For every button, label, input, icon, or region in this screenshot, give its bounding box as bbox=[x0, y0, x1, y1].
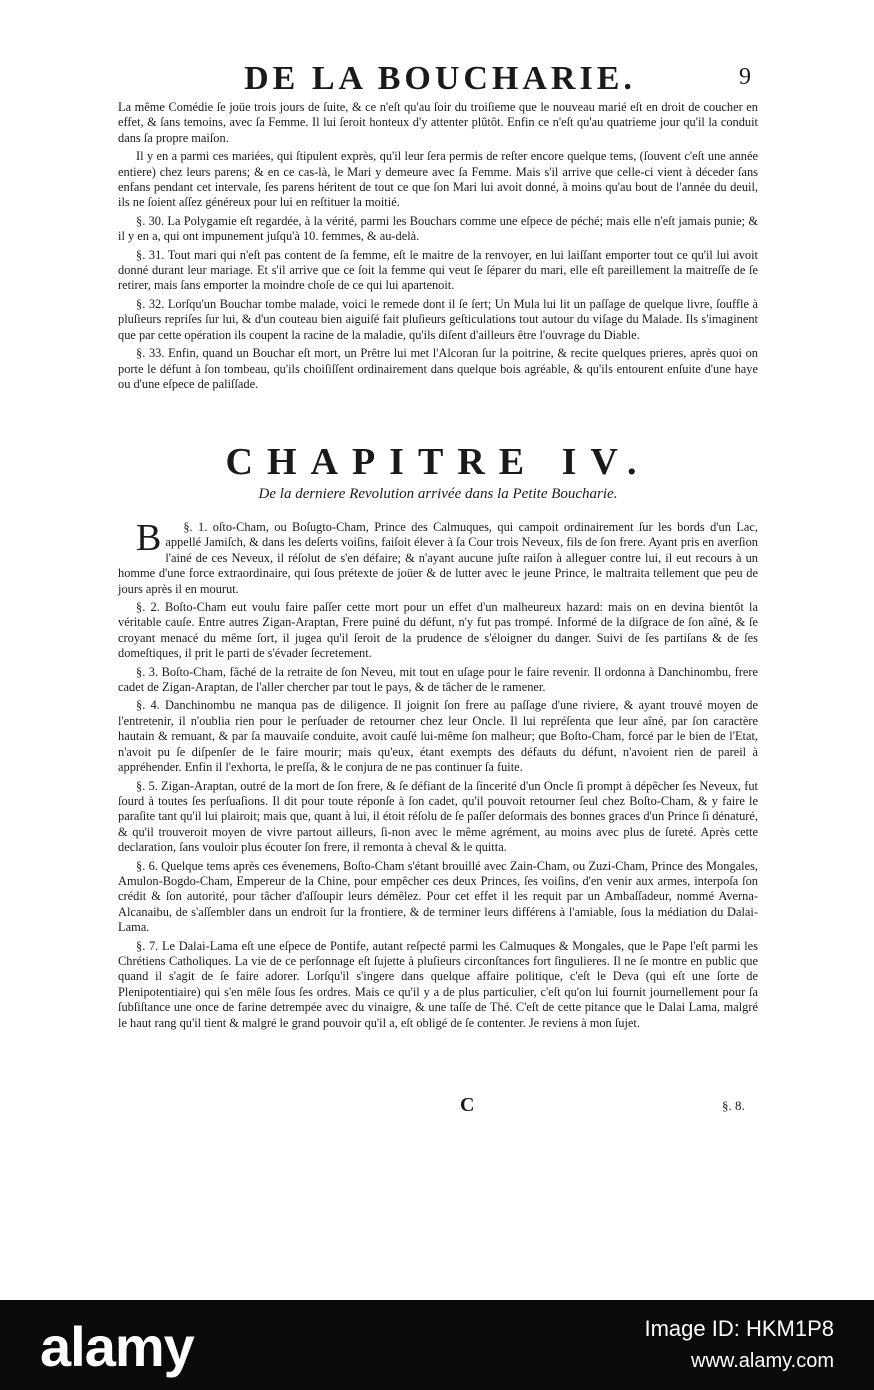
paragraph: §. 4. Danchinombu ne manqua pas de diligence. Il joignit ſon frere au paſſage d'une riviere, & ayant trouvé moyen de l'entretenir, il n'oublia rien pour le perſuader de retourner chez leur Oncle. Il lui repréſenta que leur aîné, par ſon caractère hautain & remuant, & par ſa mauvaiſe conduite, avoit cauſé lui-même ſon malheur; que Boſto-Cham, forcé par le bien de l'Etat, n'avoit pu ſe diſpenſer de le faire mourir; mais qu'eux, étant exempts des défauts du défunt, n'avoient rien de pareil à appréhender. Enfin il l'exhorta, le preſſa, & le conjura de ne pas continuer ſa fuite. bbox=[118, 698, 758, 775]
chapter-title: CHAPITRE IV. bbox=[225, 441, 651, 483]
paragraph: La même Comédie ſe joüe trois jours de ſuite, & ce n'eſt qu'au ſoir du troiſieme que le nouveau marié eſt en droit de coucher en effet, & ſans temoins, avec ſa Femme. Il lui ſeroit honteux d'y attenter plûtôt. Enfin ce n'eſt qu'au quatrieme jour qu'il la conduit dans ſa propre maiſon. bbox=[118, 100, 758, 145]
site-url: www.alamy.com bbox=[691, 1350, 834, 1372]
paragraph: §. 31. Tout mari qui n'eſt pas content de ſa femme, eſt le maitre de la renvoyer, en lui laiſſant emporter tout ce qu'il lui avoit donné durant leur mariage. Et s'il arrive que ce ſoit la femme qui veut ſe ſéparer du mari, elle eſt pareillement la maitreſſe de ſe retirer, mais ſans emporter la moindre choſe de ce qui lui apartenoit. bbox=[118, 247, 758, 293]
watermark-banner bbox=[0, 1300, 874, 1390]
paragraph: §. 5. Zigan-Araptan, outré de la mort de ſon frere, & ſe défiant de la ſincerité d'un Oncle ſi prompt à dépêcher ſes Neveux, fut ſourd à toutes ſes perſuaſions. Il dit pour toute réponſe à ſon cadet, qu'il pouvoit retourner ſeul chez Boſto-Cham, & y faire le paraſite tant qu'il lui plairoit; mais que, quant à lui, il étoit réſolu de ſe paſſer deſormais des bonnes graces d'un Prince ſi dénaturé, & qu'il trouveroit moyen de vivre partout ailleurs, ſi-non avec le même agrément, au moins avec plus de ſureté. Après cette declaration, ſans vouloir plus écouter ſon frere, il remonta à cheval & le quitta. bbox=[118, 778, 758, 855]
paragraph: §. 2. Boſto-Cham eut voulu faire paſſer cette mort pour un effet d'un malheureux hazard: mais on en devina bientôt la véritable cauſe. Entre autres Zigan-Araptan, Frere puiné du défunt, n'y fut pas trompé. Informé de la diſgrace de ſon aîné, & ſe croyant menacé du même ſort, il jugea qu'il ſeroit de la prudence de s'éloigner du danger. Suivi de ſes partiſans & de ſes domeſtiques, il prit le parti de s'évader ſecretement. bbox=[118, 600, 758, 661]
paragraph: §. 33. Enfin, quand un Bouchar eſt mort, un Prêtre lui met l'Alcoran ſur la poitrine, & recite quelques prieres, après quoi on porte le défunt à ſon tombeau, qu'ils choiſiſſent ordinairement dans quelque bois agréable, & qu'ils entourent enſuite d'une haye ou d'une eſpece de paliſſade. bbox=[118, 346, 758, 391]
paragraph-text: oſto-Cham, ou Boſugto-Cham, Prince des Calmuques, qui campoit ordinairement ſur les bords d'un Lac, appellé Jamiſch, & dans les deſerts voiſins, faiſoit élever à ſa Cour trois Neveux, fils de ſon frere. Ayant pris en averſion l'ainé de ces Neveux, il réſolut de s'en défaire; & n'ayant aucune juſte raiſon à alleguer contre lui, il eut recours à un homme d'une force extraordinaire, qui ſous prétexte de joüer & de lutter avec le jeune Prince, le maltraita tellement que peu de jours après il en mourut. bbox=[118, 520, 758, 596]
signature-mark: C bbox=[460, 1094, 475, 1116]
paragraph: §. 7. Le Dalai-Lama eſt une eſpece de Pontife, autant reſpecté parmi les Calmuques & Mongales, que le Pape l'eſt parmi les Chrétiens Catholiques. La vie de ce perſonnage eſt ſujette à pluſieurs circonſtances fort ſingulieres. Il ne ſe montre en public que quand il s'agit de ſe faire adorer. Lorſqu'il s'ingere dans quelque affaire politique, c'eſt le Deva (qui eſt une ſorte de Plenipotentiaire) qui s'en mêle ſous ſes ordres. Mais ce qu'il y a de plus particulier, c'eſt qu'on lui fournit journellement pour ſa ſubſiſtance une once de farine detrempée avec du vinaigre, & une taſſe de Thé. C'eſt de cette pitance que le Dalai Lama, malgré le haut rang qu'il tient & malgré le grand pouvoir qu'il a, eſt obligé de ſe contenter. Je reviens à mon ſujet. bbox=[118, 938, 758, 1030]
dropcap: B bbox=[136, 517, 162, 559]
paragraph-1 bbox=[118, 517, 758, 597]
page-number: 9 bbox=[739, 64, 751, 90]
catchword: §. 8. bbox=[722, 1098, 745, 1113]
paragraph: Il y en a parmi ces mariées, qui ſtipulent exprès, qu'il leur ſera permis de reſter encore quelque tems, (ſouvent c'eſt une année entiere) chez leurs parens; & en ce cas-là, le Mari y demeure avec ſa Femme. Mais s'il arrive que celle-ci vient à déceder ſans enfans pendant cet intervale, ſes parens héritent de tout ce que ſon Mari lui avoit donné, à moins qu'au bout de l'année du deuil, ils ne ſoient aſſez généreux pour lui en reſtituer la moitié. bbox=[118, 149, 758, 210]
top-text-block bbox=[118, 100, 758, 395]
paragraph: §. 6. Quelque tems après ces évenemens, Boſto-Cham s'étant brouillé avec Zain-Cham, ou Zuzi-Cham, Prince des Mongales, Amulon-Bogdo-Cham, Empereur de la Chine, pour empêcher ces deux Princes, ſes voiſins, d'en venir aux armes, interpoſa ſon crédit & ſon autorité, pour tâcher d'aſſoupir leurs démêlez. Pour cet effet il les requit par un Ambaſſadeur, nommé Averna-Alcanaibu, de s'aſſembler dans un endroit ſur la frontiere, & de terminer leurs différens à l'amiable, ſous la médiation du Dalai-Lama. bbox=[118, 858, 758, 935]
section-marker: §. 1. bbox=[183, 520, 208, 534]
paragraph: §. 32. Lorſqu'un Bouchar tombe malade, voici le remede dont il ſe ſert; Un Mula lui lit un paſſage de quelque livre, ſouffle à pluſieurs repriſes ſur lui, & d'un couteau bien aiguiſé fait pluſieurs geſticulations tout autour du viſage du Malade. Ils s'imaginent que par cette opération ils coupent la racine de la maladie, qu'ils diſent d'ailleurs être l'ouvrage du Diable. bbox=[118, 296, 758, 342]
paragraph: §. 3. Boſto-Cham, fâché de la retraite de ſon Neveu, mit tout en uſage pour le faire revenir. Il ordonna à Danchinombu, frere cadet de Zigan-Araptan, de l'aller chercher par tout le pays, & de tâcher de le ramener. bbox=[118, 664, 758, 695]
alamy-logo: alamy bbox=[40, 1315, 194, 1378]
chapter-text-block bbox=[118, 517, 758, 1034]
chapter-subtitle: De la derniere Revolution arrivée dans la Petite Boucharie. bbox=[258, 486, 618, 502]
paragraph: §. 30. La Polygamie eſt regardée, à la vérité, parmi les Bouchars comme une eſpece de péché; mais elle n'eſt jamais punie; & il y en a, qui ont impunement juſqu'à 10. femmes, & au-delà. bbox=[118, 213, 758, 244]
image-id-label: Image ID: HKM1P8 bbox=[644, 1316, 834, 1341]
running-title: DE LA BOUCHARIE. bbox=[244, 60, 636, 97]
